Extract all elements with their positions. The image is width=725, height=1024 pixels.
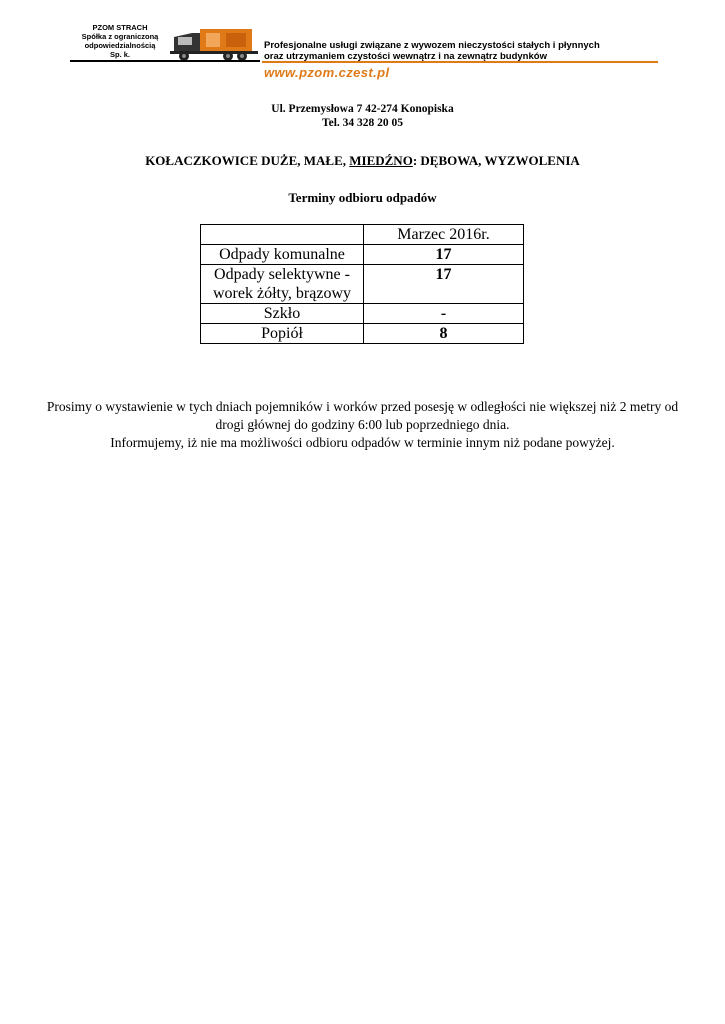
pickup-day: - (364, 304, 524, 324)
header-divider-black (70, 60, 260, 62)
company-tagline (264, 40, 664, 62)
waste-type: Szkło (201, 304, 364, 324)
address-block (0, 102, 725, 130)
phone-number: Tel. 34 328 20 05 (321, 117, 404, 129)
schedule-table (200, 224, 524, 344)
garbage-truck-logo (170, 23, 260, 63)
tagline-line: Profesjonalne usługi związane z wywozem nieczystości stałych i płynnych (264, 40, 600, 51)
company-line: Sp. k. (109, 50, 130, 59)
table-row (201, 304, 524, 324)
waste-type: Odpady komunalne (201, 245, 364, 265)
company-line: Spółka z ograniczoną (81, 32, 159, 41)
notice-line-2: Informujemy, iż nie ma możliwości odbioru odpadów w terminie innym niż podane powyżej. (110, 435, 615, 450)
table-row (201, 265, 524, 304)
table-row (201, 245, 524, 265)
pickup-day: 17 (364, 245, 524, 265)
website-link[interactable]: www.pzom.czest.pl (264, 65, 390, 80)
waste-type: Odpady selektywne - worek żółty, brązowy (201, 265, 364, 304)
month-header: Marzec 2016r. (364, 225, 524, 245)
pickup-day: 8 (364, 324, 524, 344)
company-line: PZOM STRACH (92, 23, 148, 32)
place-underlined: MIEDŹNO (349, 153, 413, 168)
pickup-day: 17 (364, 265, 524, 304)
waste-type: Popiół (201, 324, 364, 344)
tagline-line: oraz utrzymaniem czystości wewnątrz i na zewnątrz budynków (264, 51, 547, 62)
place-prefix: KOŁACZKOWICE DUŻE, MAŁE, (145, 153, 350, 168)
notice-text (40, 398, 685, 452)
notice-line-1: Prosimy o wystawienie w tych dniach pojemników i worków przed posesję w odległości nie większej niż 2 metry od drogi głównej do godziny 6:00 lub poprzedniego dnia. (46, 399, 679, 432)
street-address: Ul. Przemysłowa 7 42-274 Konopiska (271, 103, 454, 115)
table-row (201, 324, 524, 344)
schedule-subtitle: Terminy odbioru odpadów (288, 190, 437, 205)
place-suffix: : DĘBOWA, WYZWOLENIA (412, 153, 580, 168)
table-header-row (201, 225, 524, 245)
company-line: odpowiedzialnością (84, 41, 156, 50)
place-title (0, 153, 725, 169)
header-empty-cell (201, 225, 364, 245)
company-name-block (70, 23, 170, 59)
